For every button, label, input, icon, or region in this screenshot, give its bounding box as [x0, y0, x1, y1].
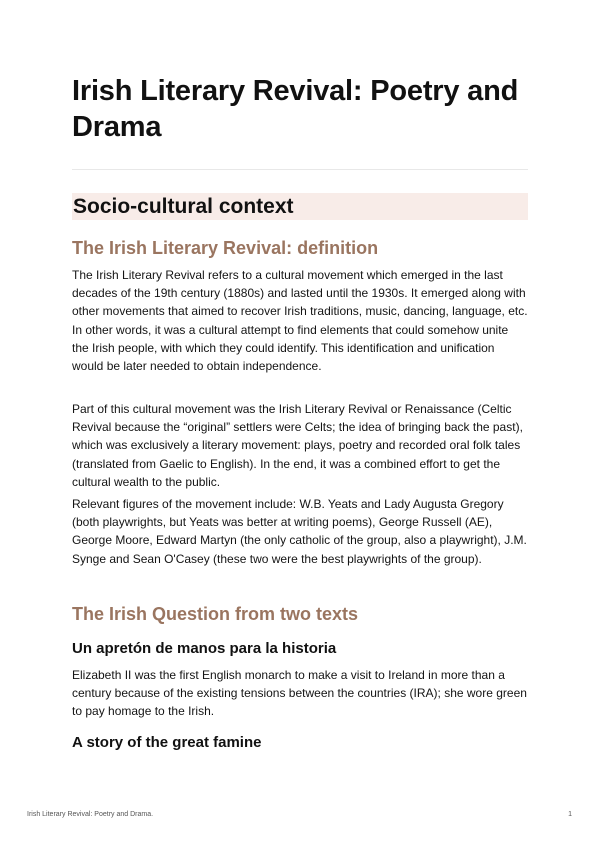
paragraph-text1: Elizabeth II was the first English monarch to make a visit to Ireland in more than a century because of the existing tensions between the countries (IRA); she wore green to pay homage to the Irish. — [72, 668, 527, 719]
heading-definition: The Irish Literary Revival: definition — [72, 238, 379, 258]
heading-irish-question: The Irish Question from two texts — [72, 604, 359, 624]
title-divider — [72, 169, 528, 170]
heading-text1: Un apretón de manos para la historia — [72, 640, 337, 657]
paragraph-definition-2: Part of this cultural movement was the Irish Literary Revival or Renaissance (Celtic Revival because the “original” settlers were Celts; the idea of bringing back the past), which was exclusively a literary movement: plays, poetry and recorded oral folk tales (translated from Gaelic to English). In the end, it was a combined effort to get the cultural wealth to the public. — [72, 402, 523, 489]
footer-page-number: 1 — [568, 811, 572, 818]
footer-title: Irish Literary Revival: Poetry and Drama. — [27, 811, 154, 818]
heading-text2: A story of the great famine — [72, 734, 262, 751]
document-title: Irish Literary Revival: Poetry and Drama — [72, 75, 519, 143]
paragraph-definition-1: The Irish Literary Revival refers to a cultural movement which emerged in the last decades of the 19th century (1880s) and lasted until the 1930s. It emerged along with other movements that aimed to recover Irish traditions, music, dancing, language, etc. In other words, it was a cultural attempt to find elements that could somehow unite the Irish people, with which they could identify. This identification and unification would be later needed to obtain independence. — [72, 268, 528, 374]
section-title: Socio-cultural context — [73, 195, 294, 218]
paragraph-definition-3: Relevant figures of the movement include: W.B. Yeats and Lady Augusta Gregory (both playwrights, but Yeats was better at writing poems), George Russell (AE), George Moore, Edward Martyn (the only catholic of the group, also a playwright), J.M. Synge and Sean O'Casey (these two were the best playwrights of the group). — [72, 497, 527, 566]
